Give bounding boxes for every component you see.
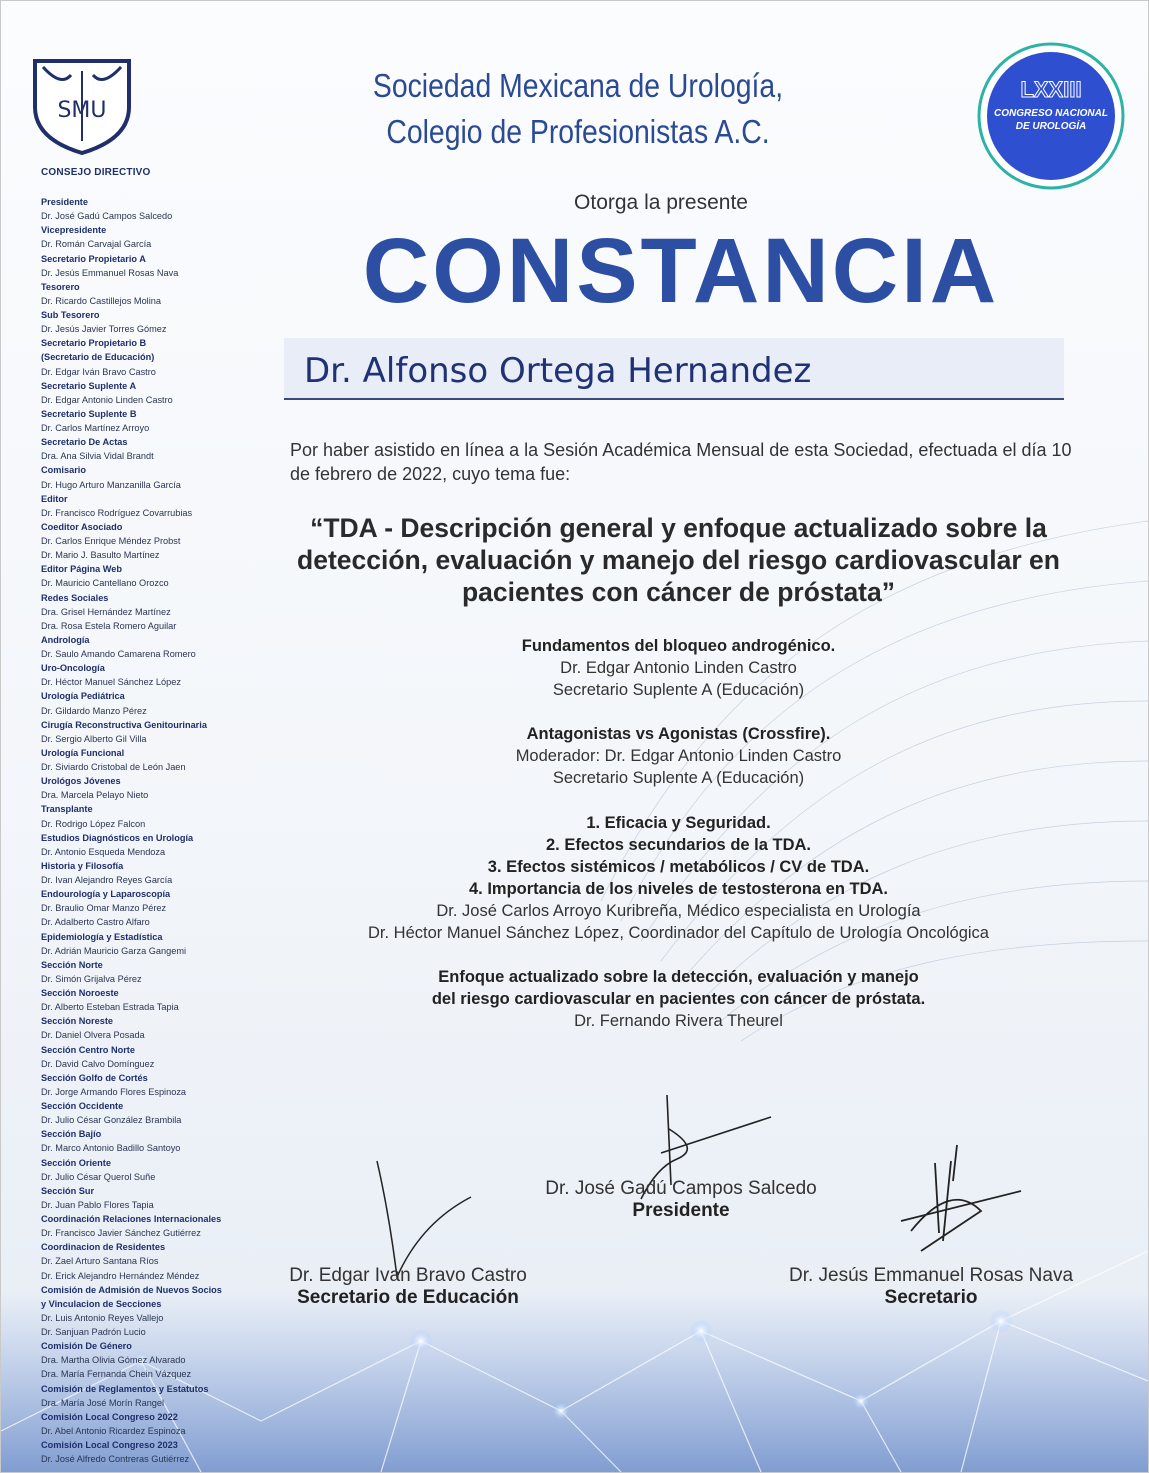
- council-member: Dra. Ana Silvia Vidal Brandt: [41, 451, 154, 462]
- president-name: Dr. José Gadú Campos Salcedo: [545, 1178, 817, 1199]
- council-member: Dra. Grisel Hernández Martínez: [41, 606, 171, 617]
- council-member: Dr. Edgar Antonio Linden Castro: [41, 394, 173, 405]
- council-role: Editor: [41, 493, 68, 504]
- session-topic: [281, 512, 1076, 608]
- council-role: Sección Noreste: [41, 1016, 113, 1027]
- council-role: Sección Bajío: [41, 1129, 102, 1140]
- program-heading: 1. Eficacia y Seguridad.: [586, 814, 771, 832]
- program-heading: 4. Importancia de los niveles de testosterona en TDA.: [468, 880, 889, 898]
- council-member: Dr. Jesús Javier Torres Gómez: [41, 324, 167, 335]
- otorga-text: Otorga la presente: [574, 191, 748, 214]
- council-member: Dr. Erick Alejandro Hernández Méndez: [41, 1270, 200, 1281]
- council-role: Secretario Suplente B: [41, 408, 137, 419]
- council-role: Sección Oriente: [41, 1157, 111, 1168]
- president-signature-block: [481, 1178, 881, 1222]
- program-heading: Fundamentos del bloqueo androgénico.: [521, 637, 836, 655]
- seal-numeral: LXXIII: [1020, 77, 1082, 102]
- council-member: Dr. José Gadú Campos Salcedo: [41, 211, 173, 222]
- certificate-title: CONSTANCIA: [362, 220, 1000, 322]
- program-block-1: [281, 635, 1076, 701]
- council-member: Dr. Alberto Esteban Estrada Tapia: [41, 1002, 179, 1013]
- council-role: y Vinculacion de Secciones: [41, 1298, 162, 1309]
- council-member: Dr. Braulio Omar Manzo Pérez: [41, 903, 167, 914]
- council-member: Dr. Siviardo Cristobal de León Jaen: [41, 762, 186, 772]
- program-detail: Dr. José Carlos Arroyo Kuribreña, Médico especialista en Urología: [436, 902, 921, 920]
- council-role: Comisión Local Congreso 2022: [41, 1411, 178, 1422]
- council-member: Dr. Juan Pablo Flores Tapia: [41, 1199, 154, 1210]
- topic-line: “TDA - Descripción general y enfoque actualizado sobre la: [310, 513, 1047, 543]
- council-role: Comisión Local Congreso 2023: [41, 1440, 178, 1450]
- council-role: Sección Noroeste: [41, 988, 119, 998]
- council-member: Dr. Héctor Manuel Sánchez López: [41, 677, 181, 688]
- council-member: Dr. Jesús Emmanuel Rosas Nava: [41, 267, 179, 278]
- org-name-line1: Sociedad Mexicana de Urología,: [372, 67, 784, 104]
- council-member: Dr. David Calvo Domínguez: [41, 1058, 155, 1069]
- education-secretary-role: Secretario de Educación: [297, 1287, 519, 1308]
- council-member: Dr. Daniel Olvera Posada: [41, 1030, 145, 1041]
- program-heading: Antagonistas vs Agonistas (Crossfire).: [526, 725, 831, 743]
- council-role: Andrología: [41, 634, 90, 645]
- council-member: Dr. Simón Grijalva Pérez: [41, 973, 142, 984]
- council-member: Dr. Ivan Alejandro Reyes García: [41, 875, 173, 885]
- council-member: Dr. Julio César Querol Suñe: [41, 1171, 156, 1182]
- council-role: Sección Occidente: [41, 1101, 124, 1111]
- council-role: Cirugía Reconstructiva Genitourinaria: [41, 719, 207, 730]
- program-detail: Secretario Suplente A (Educación): [552, 681, 805, 699]
- council-member: Dr. Saulo Amando Camarena Romero: [41, 649, 196, 659]
- council-member: Dra. María José Morín Rangel: [41, 1397, 165, 1408]
- program-detail: Secretario Suplente A (Educación): [552, 769, 805, 787]
- council-role: Secretario Propietario A: [41, 253, 146, 264]
- education-signature: [361, 1153, 501, 1283]
- program-heading: 2. Efectos secundarios de la TDA.: [546, 836, 811, 854]
- council-member: Dr. José Alfredo Contreras Gutiérrez: [41, 1454, 190, 1465]
- council-member: Dr. Carlos Enrique Méndez Probst: [41, 536, 181, 546]
- council-role: Urología Funcional: [41, 747, 125, 758]
- council-member: Dr. Francisco Javier Sánchez Gutiérrez: [41, 1228, 201, 1239]
- program-heading: del riesgo cardiovascular en pacientes con cáncer de próstata.: [431, 990, 926, 1008]
- secretary-signature: [881, 1141, 1041, 1271]
- council-role: Redes Sociales: [41, 592, 109, 603]
- education-secretary-name: Dr. Edgar Ivan Bravo Castro: [289, 1265, 527, 1286]
- program-detail: Dr. Héctor Manuel Sánchez López, Coordinador del Capítulo de Urología Oncológica: [368, 924, 989, 942]
- council-role: Historia y Filosofía: [41, 860, 124, 871]
- topic-line: detección, evaluación y manejo del riesgo cardiovascular en: [297, 545, 1060, 575]
- secretary-block: [761, 1265, 1101, 1309]
- council-member: Dr. Luis Antonio Reyes Vallejo: [41, 1312, 164, 1323]
- council-role: Coordinacion de Residentes: [41, 1242, 166, 1253]
- president-role: Presidente: [632, 1200, 730, 1221]
- council-member: Dr. Antonio Esqueda Mendoza: [41, 846, 166, 857]
- council-role: Coordinación Relaciones Internacionales: [41, 1214, 222, 1224]
- council-member: Dr. Gildardo Manzo Pérez: [41, 705, 147, 716]
- council-role: Comisario: [41, 465, 86, 476]
- council-role: Comisión de Reglamentos y Estatutos: [41, 1383, 209, 1394]
- program-block-2: [281, 723, 1076, 789]
- org-name-line2: Colegio de Profesionistas A.C.: [386, 113, 770, 150]
- council-member: Dr. Edgar Iván Bravo Castro: [41, 366, 156, 377]
- education-secretary-block: [248, 1265, 568, 1309]
- council-member: Dr. Adalberto Castro Alfaro: [41, 917, 150, 928]
- council-role: Tesorero: [41, 281, 80, 292]
- logo-lettering: SMU: [57, 98, 107, 123]
- council-role: Vicepresidente: [41, 225, 107, 236]
- secretary-role: Secretario: [884, 1287, 978, 1308]
- seal-line2: CONGRESO NACIONAL: [994, 108, 1108, 119]
- council-role: Estudios Diagnósticos en Urología: [41, 832, 194, 843]
- council-member: Dr. Adrián Mauricio Garza Gangemi: [41, 945, 187, 956]
- council-role: Comisión de Admisión de Nuevos Socios: [41, 1284, 222, 1295]
- council-member: Dr. Sergio Alberto Gil Villa: [41, 733, 147, 744]
- council-role: Secretario Propietario B: [41, 338, 147, 349]
- council-member: Dr. Mario J. Basulto Martínez: [41, 550, 160, 561]
- council-role: Sección Centro Norte: [41, 1044, 135, 1055]
- council-role: Sección Norte: [41, 959, 103, 970]
- council-role: Comisión De Género: [41, 1341, 132, 1352]
- topic-line: pacientes con cáncer de próstata”: [462, 577, 895, 607]
- program-detail: Moderador: Dr. Edgar Antonio Linden Castro: [515, 747, 842, 765]
- council-member: Dr. Marco Antonio Badillo Santoyo: [41, 1143, 181, 1154]
- council-member: Dr. Carlos Martínez Arroyo: [41, 423, 150, 433]
- council-role: Endourología y Laparoscopía: [41, 889, 171, 900]
- council-member: Dra. Martha Olivia Gómez Alvarado: [41, 1355, 186, 1366]
- council-role: Urología Pediátrica: [41, 691, 125, 702]
- council-member: Dr. Ricardo Castillejos Molina: [41, 295, 161, 306]
- council-member: Dra. Marcela Pelayo Nieto: [41, 790, 149, 801]
- council-role: Sección Golfo de Cortés: [41, 1072, 148, 1083]
- council-role: Transplante: [41, 804, 93, 815]
- council-member: Dr. Francisco Rodríguez Covarrubias: [41, 507, 193, 518]
- council-member: Dr. Zael Arturo Santana Ríos: [41, 1256, 159, 1267]
- council-role: Secretario De Actas: [41, 437, 128, 448]
- seal-line3: DE UROLOGÍA: [1015, 121, 1087, 132]
- council-member: Dr. Abel Antonio Ricardez Espinoza: [41, 1425, 186, 1436]
- program-heading: 3. Efectos sistémicos / metabólicos / CV de TDA.: [487, 858, 870, 876]
- council-role: Presidente: [41, 197, 88, 207]
- council-member: Dr. Hugo Arturo Manzanilla García: [41, 479, 181, 490]
- council-role: Urológos Jóvenes: [41, 776, 121, 787]
- council-member: Dra. María Fernanda Chein Vázquez: [41, 1369, 192, 1380]
- congress-seal: [976, 41, 1126, 191]
- council-role: (Secretario de Educación): [41, 352, 155, 363]
- council-role: Coeditor Asociado: [41, 521, 123, 532]
- council-role: Sub Tesorero: [41, 310, 100, 320]
- program-heading: Enfoque actualizado sobre la detección, evaluación y manejo: [438, 968, 919, 986]
- council-heading: CONSEJO DIRECTIVO: [41, 167, 151, 178]
- recipient-name: Dr. Alfonso Ortega Hernandez: [304, 351, 812, 391]
- council-member: Dr. Mauricio Cantellano Orozco: [41, 578, 169, 589]
- council-member: Dr. Jorge Armando Flores Espinoza: [41, 1086, 187, 1097]
- council-member: Dra. Rosa Estela Romero Aguilar: [41, 620, 177, 631]
- council-member: Dr. Julio César González Brambila: [41, 1115, 182, 1126]
- program-detail: Dr. Edgar Antonio Linden Castro: [560, 659, 797, 677]
- secretary-name: Dr. Jesús Emmanuel Rosas Nava: [788, 1265, 1074, 1286]
- program-block-4: [281, 966, 1076, 1032]
- council-member: Dr. Sanjuan Padrón Lucio: [41, 1327, 146, 1337]
- program-block-3: [281, 812, 1076, 944]
- council-member: Dr. Román Carvajal García: [41, 239, 152, 250]
- intro-text: Por haber asistido en línea a la Sesión Académica Mensual de esta Sociedad, efectuada el día 10 de febrero de 2022, cuyo tema fue:: [290, 440, 1072, 484]
- council-role: Uro-Oncología: [41, 663, 105, 674]
- council-role: Editor Página Web: [41, 564, 122, 575]
- council-member: Dr. Rodrigo López Falcon: [41, 818, 146, 829]
- council-role: Sección Sur: [41, 1185, 95, 1196]
- council-role: Secretario Suplente A: [41, 380, 137, 391]
- program-detail: Dr. Fernando Rivera Theurel: [574, 1012, 783, 1030]
- council-role: Epidemiología y Estadística: [41, 931, 163, 942]
- smu-logo: [31, 57, 133, 155]
- council-list: [41, 195, 256, 1466]
